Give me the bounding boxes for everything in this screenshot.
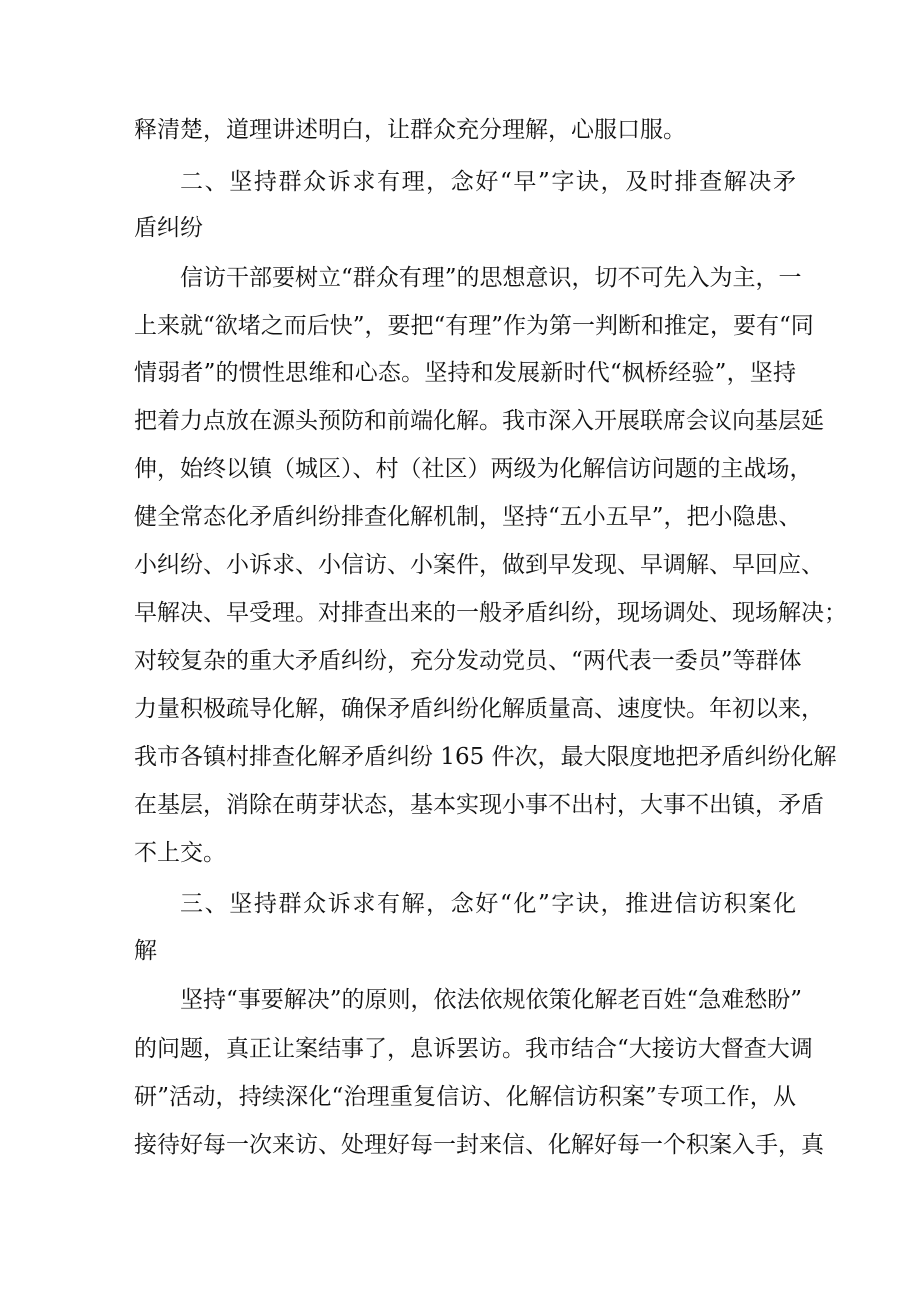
paragraph-line: 坚持“事要解决”的原则，依法依规依策化解老百姓“急难愁盼” <box>180 987 803 1013</box>
paragraph-line: 释清楚，道理讲述明白，让群众充分理解，心服口服。 <box>134 117 686 143</box>
paragraph-line: 健全常态化矛盾纠纷排查化解机制，坚持“五小五早”，把小隐患、 <box>134 504 802 530</box>
paragraph-line: 信访干部要树立“群众有理”的思想意识，切不可先入为主，一 <box>180 265 802 291</box>
paragraph-line: 力量积极疏导化解，确保矛盾纠纷化解质量高、速度快。年初以来， <box>134 696 824 722</box>
paragraph-line: 在基层，消除在萌芽状态，基本实现小事不出村，大事不出镇，矛盾 <box>134 792 824 818</box>
section-heading-3-cont: 解 <box>134 938 157 964</box>
paragraph-line: 早解决、早受理。对排查出来的一般矛盾纠纷，现场调处、现场解决； <box>134 600 847 626</box>
paragraph-line: 接待好每一次来访、处理好每一封来信、化解好每一个积案入手，真 <box>134 1132 824 1158</box>
paragraph-line: 把着力点放在源头预防和前端化解。我市深入开展联席会议向基层延 <box>134 408 824 434</box>
section-heading-2-cont: 盾纠纷 <box>134 215 203 241</box>
paragraph-line: 上来就“欲堵之而后快”，要把“有理”作为第一判断和推定，要有“同 <box>134 313 814 339</box>
paragraph-line: 情弱者”的惯性思维和心态。坚持和发展新时代“枫桥经验”，坚持 <box>134 360 796 386</box>
paragraph-line: 伸，始终以镇（城区）、村（社区）两级为化解信访问题的主战场， <box>134 456 813 482</box>
paragraph-line: 小纠纷、小诉求、小信访、小案件，做到早发现、早调解、早回应、 <box>134 552 824 578</box>
paragraph-line: 我市各镇村排查化解矛盾纠纷 165 件次，最大限度地把矛盾纠纷化解 <box>134 744 837 770</box>
paragraph-line: 研”活动，持续深化“治理重复信访、化解信访积案”专项工作，从 <box>134 1084 796 1110</box>
paragraph-line: 对较复杂的重大矛盾纠纷，充分发动党员、“两代表一委员”等群体 <box>134 648 802 674</box>
paragraph-line: 不上交。 <box>134 840 226 866</box>
paragraph-line: 的问题，真正让案结事了，息诉罢访。我市结合“大接访大督查大调 <box>134 1036 813 1062</box>
section-heading-2: 二、坚持群众诉求有理，念好“早”字诀，及时排查解决矛 <box>180 169 796 195</box>
section-heading-3: 三、坚持群众诉求有解，念好“化”字诀，推进信访积案化 <box>180 891 796 917</box>
